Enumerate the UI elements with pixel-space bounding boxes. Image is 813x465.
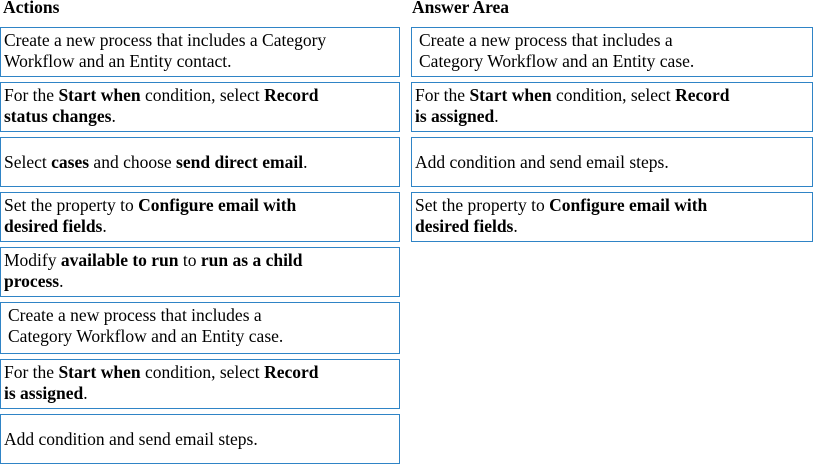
item-text — [415, 195, 809, 237]
text-run: . — [59, 271, 64, 291]
action-item-1[interactable] — [0, 27, 400, 77]
item-text-line — [419, 51, 809, 72]
text-run: Set the property to — [415, 195, 550, 215]
text-run: Add condition and send email steps. — [415, 151, 669, 172]
action-item-4[interactable] — [0, 192, 400, 242]
bold-text: send direct email — [176, 151, 304, 172]
text-run: Create a new process that includes a — [8, 305, 262, 325]
bold-text: process — [4, 271, 60, 291]
bold-text: Record — [264, 362, 319, 382]
item-text — [4, 30, 396, 72]
bold-text: Start when — [58, 362, 141, 382]
item-text-line — [4, 362, 396, 383]
text-run: . — [303, 151, 308, 172]
bold-text: is assigned — [415, 106, 495, 126]
item-text-line — [415, 216, 809, 237]
text-run: and choose — [89, 151, 177, 172]
bold-text: available to run — [60, 250, 179, 270]
text-run: Create a new process that includes a — [419, 30, 673, 50]
item-text — [415, 85, 809, 127]
text-run: . — [513, 216, 518, 236]
actions-heading: Actions — [3, 0, 60, 17]
answer-item-4[interactable] — [411, 192, 813, 242]
text-run: . — [494, 106, 499, 126]
text-run: Select — [4, 151, 52, 172]
answer-item-2[interactable] — [411, 82, 813, 132]
bold-text: run as a child — [200, 250, 303, 270]
item-text-line — [415, 195, 809, 216]
text-run: . — [111, 106, 116, 126]
item-text-line — [8, 305, 396, 326]
text-run: Category Workflow and an Entity case. — [8, 326, 284, 346]
item-text-line — [415, 106, 809, 127]
text-run: Create a new process that includes a Category — [4, 30, 327, 50]
item-text — [4, 152, 307, 173]
item-text — [4, 429, 258, 450]
item-text — [4, 195, 396, 237]
text-run: Category Workflow and an Entity case. — [419, 51, 695, 71]
item-text-line — [4, 30, 396, 51]
answer-area-heading: Answer Area — [412, 0, 510, 17]
text-run: condition, select — [140, 85, 265, 105]
item-text-line — [4, 195, 396, 216]
action-item-3[interactable] — [0, 137, 400, 187]
text-run: For the — [415, 85, 470, 105]
item-text-line — [4, 250, 396, 271]
bold-text: Record — [675, 85, 730, 105]
text-run: For the — [4, 85, 59, 105]
text-run: Set the property to — [4, 195, 139, 215]
bold-text: Record — [264, 85, 319, 105]
item-text — [419, 30, 809, 72]
item-text-line — [419, 30, 809, 51]
bold-text: Configure email with — [549, 195, 708, 215]
answer-item-1[interactable] — [411, 27, 813, 77]
bold-text: cases — [51, 151, 90, 172]
bold-text: Start when — [58, 85, 141, 105]
action-item-6[interactable] — [0, 302, 400, 354]
bold-text: is assigned — [4, 383, 84, 403]
action-item-5[interactable] — [0, 247, 400, 297]
text-run: . — [83, 383, 88, 403]
text-run: For the — [4, 362, 59, 382]
bold-text: Start when — [469, 85, 552, 105]
item-text-line — [4, 383, 396, 404]
item-text-line — [4, 106, 396, 127]
text-run: to — [178, 250, 201, 270]
item-text — [4, 362, 396, 404]
action-item-7[interactable] — [0, 359, 400, 409]
item-text — [4, 250, 396, 292]
item-text-line — [4, 216, 396, 237]
item-text — [4, 85, 396, 127]
bold-text: desired fields — [415, 216, 514, 236]
item-text-line — [4, 429, 258, 450]
action-item-8[interactable] — [0, 414, 400, 464]
answer-item-3[interactable] — [411, 137, 813, 187]
item-text-line — [415, 152, 669, 173]
text-run: . — [102, 216, 107, 236]
text-run: condition, select — [551, 85, 676, 105]
bold-text: Configure email with — [138, 195, 297, 215]
item-text — [415, 152, 669, 173]
item-text-line — [4, 271, 396, 292]
text-run: condition, select — [140, 362, 265, 382]
bold-text: desired fields — [4, 216, 103, 236]
text-run: Workflow and an Entity contact. — [4, 51, 232, 71]
item-text — [8, 305, 396, 347]
bold-text: status changes — [4, 106, 112, 126]
item-text-line — [4, 152, 307, 173]
item-text-line — [415, 85, 809, 106]
item-text-line — [4, 51, 396, 72]
action-item-2[interactable] — [0, 82, 400, 132]
text-run: Modify — [4, 250, 61, 270]
item-text-line — [4, 85, 396, 106]
item-text-line — [8, 326, 396, 347]
text-run: Add condition and send email steps. — [4, 428, 258, 449]
